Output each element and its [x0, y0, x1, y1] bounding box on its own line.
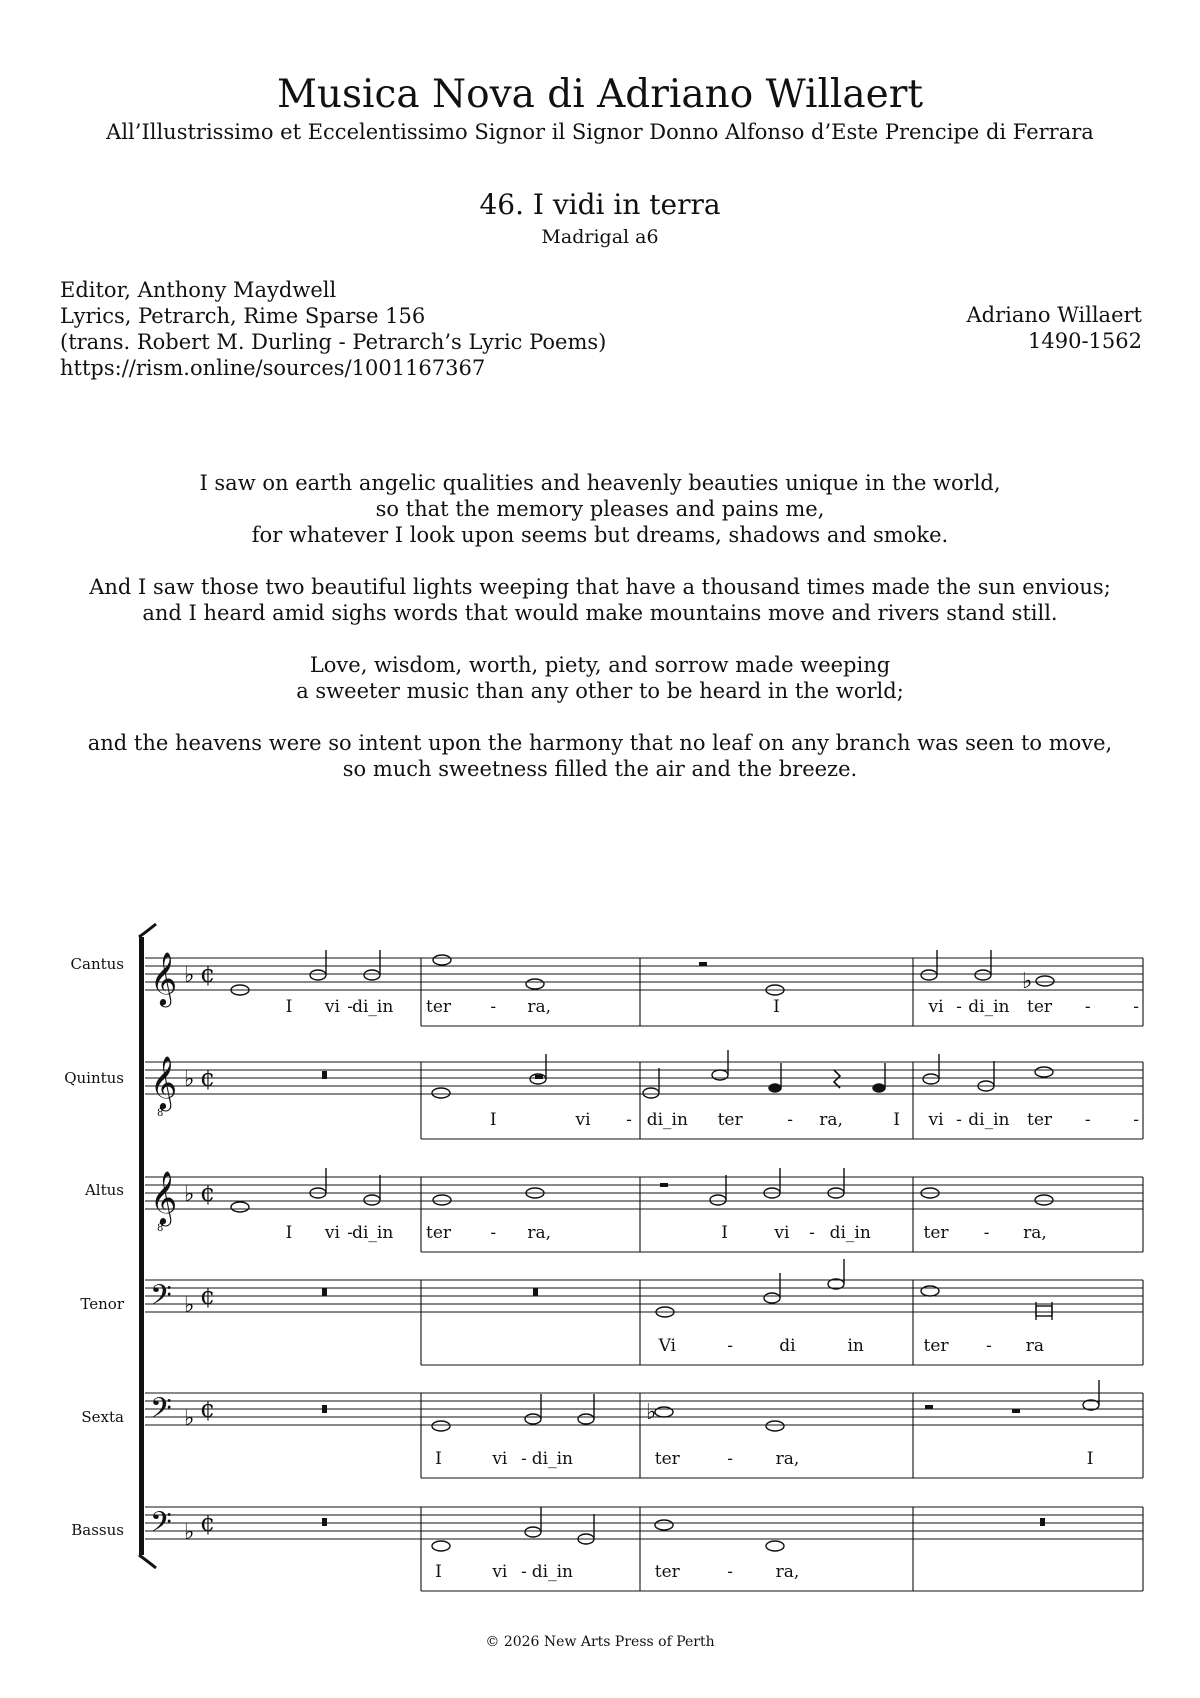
composer-dates: 1490-1562: [1028, 329, 1142, 353]
poem-line: And I saw those two beautiful lights weeping that have a thousand times made the sun envious;: [89, 575, 1111, 599]
lyric-syllable: -: [1133, 1110, 1139, 1130]
lyric-syllable: I: [285, 997, 293, 1017]
lyric-syllable: -: [1133, 997, 1139, 1017]
cut-time-icon: ¢: [200, 1179, 216, 1207]
lyric-syllable: -: [521, 1449, 527, 1469]
note: [766, 1421, 784, 1431]
lyric-syllable: di_in: [352, 1223, 394, 1243]
lyric-syllable: ter: [1026, 1110, 1053, 1130]
clef-icon: 𝄢: [150, 1279, 172, 1319]
poem-line: for whatever I look upon seems but dreams, shadows and smoke.: [251, 523, 949, 547]
lyric-syllable: -: [986, 1336, 992, 1356]
cut-time-icon: ¢: [200, 960, 216, 988]
lyric-syllable: I: [893, 1110, 900, 1130]
note: [364, 1195, 380, 1205]
lyric-syllable: -: [490, 1223, 497, 1243]
note: [231, 1202, 249, 1212]
lyric-syllable: -: [347, 1223, 354, 1243]
lyric-syllable: ter: [654, 1562, 680, 1582]
lyric-syllable: -: [626, 1110, 632, 1130]
lyric-syllable: ter: [923, 1223, 949, 1243]
lyric-syllable: ter: [717, 1110, 743, 1130]
lyric-syllable: ra: [1025, 1336, 1045, 1356]
lyric-syllable: I: [1086, 1449, 1094, 1469]
poem-line: I saw on earth angelic qualities and heavenly beauties unique in the world,: [199, 471, 1001, 495]
poem-line: and the heavens were so intent upon the harmony that no leaf on any branch was seen to move,: [87, 731, 1113, 755]
breve-note: [1036, 1306, 1052, 1316]
voice-label-cantus: Cantus: [70, 955, 124, 973]
lyric-syllable: -: [1084, 997, 1091, 1017]
translation-credit: (trans. Robert M. Durling - Petrarch’s Lyric Poems): [60, 330, 607, 354]
cut-time-icon: ¢: [200, 1395, 216, 1423]
note: [433, 955, 451, 965]
clef-icon: 𝄢: [150, 1392, 172, 1432]
lyric-syllable: ra,: [1023, 1223, 1047, 1243]
lyric-syllable: -: [727, 1449, 733, 1469]
lyric-syllable: Vi: [658, 1336, 677, 1356]
lyric-syllable: vi: [575, 1110, 591, 1130]
note: [364, 970, 380, 980]
staff-sexta: [145, 1392, 1143, 1478]
collection-title: Musica Nova di Adriano Willaert: [276, 72, 924, 117]
note: [1035, 1067, 1053, 1077]
lyric-syllable: -: [983, 1223, 990, 1243]
key-flat-icon: ♭: [184, 1293, 195, 1318]
lyric-syllable: -: [809, 1223, 815, 1243]
lyric-syllable: vi: [928, 997, 944, 1017]
svg-text:♭: ♭: [646, 1400, 657, 1425]
lyric-syllable: vi: [928, 1110, 944, 1130]
lyric-syllable: -: [347, 997, 354, 1017]
lyric-syllable: ter: [426, 997, 452, 1017]
lyric-syllable: I: [489, 1110, 497, 1130]
note: [1036, 976, 1054, 986]
key-flat-icon: ♭: [184, 1520, 195, 1545]
clef-icon: 𝄞: [150, 951, 178, 1005]
octave-mark-icon: 8: [157, 1223, 164, 1234]
lyric-syllable: ra,: [527, 997, 552, 1017]
cut-time-icon: ¢: [200, 1282, 216, 1310]
key-flat-icon: ♭: [184, 1182, 195, 1207]
lyric-syllable: I: [721, 1223, 728, 1243]
key-flat-icon: ♭: [184, 1406, 195, 1431]
note: [432, 1541, 450, 1551]
note: [310, 970, 326, 980]
lyric-syllable: ter: [654, 1449, 680, 1469]
clef-icon: 𝄞: [150, 1170, 178, 1224]
piece-subtitle: Madrigal a6: [541, 226, 659, 248]
lyric-syllable: di_in: [968, 1110, 1010, 1130]
lyric-syllable: vi: [774, 1223, 790, 1243]
voice-label-quintus: Quintus: [64, 1069, 124, 1087]
note: [766, 1541, 784, 1551]
svg-text:♭: ♭: [1022, 969, 1033, 994]
lyric-syllable: I: [435, 1562, 442, 1582]
note: [769, 1084, 781, 1092]
lyric-syllable: -: [956, 1110, 962, 1130]
lyric-syllable: ra,: [775, 1562, 800, 1582]
source-url[interactable]: https://rism.online/sources/1001167367: [60, 356, 486, 380]
lyric-syllable: di_in: [829, 1223, 871, 1243]
key-flat-icon: ♭: [184, 1067, 195, 1092]
note: [873, 1084, 885, 1092]
lyric-syllable: I: [285, 1223, 293, 1243]
piece-title: 46. I vidi in terra: [479, 188, 721, 221]
lyric-syllable: in: [847, 1336, 864, 1356]
lyric-syllable: vi: [492, 1449, 508, 1469]
clef-icon: 𝄞: [150, 1055, 178, 1109]
lyric-syllable: di_in: [531, 1449, 574, 1469]
note: [975, 970, 991, 980]
lyric-syllable: I: [435, 1449, 442, 1469]
note: [643, 1088, 659, 1098]
lyric-syllable: -: [956, 997, 962, 1017]
note: [923, 1074, 939, 1084]
editor-credit: Editor, Anthony Maydwell: [60, 278, 337, 302]
lyric-syllable: -: [727, 1562, 733, 1582]
voice-label-bassus: Bassus: [71, 1521, 124, 1539]
staff-altus: [145, 1170, 1143, 1252]
poem-line: so that the memory pleases and pains me,: [375, 497, 825, 521]
copyright: © 2026 New Arts Press of Perth: [485, 1634, 715, 1650]
lyric-syllable: -: [521, 1562, 527, 1582]
composer-name: Adriano Willaert: [966, 303, 1142, 327]
note: [710, 1195, 726, 1205]
note: [526, 979, 544, 989]
system-bracket: [139, 924, 156, 1568]
note: [432, 1421, 450, 1431]
lyric-syllable: vi: [324, 1223, 340, 1243]
lyric-syllable: vi: [492, 1562, 508, 1582]
lyric-syllable: I: [773, 997, 780, 1017]
lyric-syllable: -: [1084, 1110, 1091, 1130]
note: [578, 1414, 594, 1424]
voice-label-altus: Altus: [84, 1181, 124, 1199]
note: [921, 970, 937, 980]
staff-tenor: [145, 1279, 1143, 1365]
lyric-syllable: -: [490, 997, 497, 1017]
poem-line: so much sweetness filled the air and the breeze.: [342, 757, 858, 781]
rests: [322, 962, 1045, 1526]
note: [525, 1527, 541, 1537]
lyric-syllable: ter: [426, 1223, 452, 1243]
cut-time-icon: ¢: [200, 1064, 216, 1092]
poem-line: and I heard amid sighs words that would make mountains move and rivers stand still.: [142, 601, 1058, 625]
voice-label-tenor: Tenor: [80, 1295, 124, 1313]
lyric-syllable: ter: [923, 1336, 949, 1356]
poem-line: a sweeter music than any other to be heard in the world;: [296, 679, 904, 703]
note: [525, 1414, 541, 1424]
staff-bassus: [145, 1506, 1143, 1591]
note: [433, 1195, 451, 1205]
lyric-syllable: di_in: [531, 1562, 574, 1582]
lyric-syllable: -: [727, 1336, 733, 1356]
key-flat-icon: ♭: [184, 963, 195, 988]
lyric-syllable: ra,: [527, 1223, 552, 1243]
lyric-syllable: vi: [324, 997, 340, 1017]
lyrics-credit: Lyrics, Petrarch, Rime Sparse 156: [60, 304, 426, 328]
lyric-syllable: di_in: [352, 997, 394, 1017]
lyric-syllable: di_in: [646, 1110, 688, 1130]
note: [432, 1088, 450, 1098]
lyric-syllable: ter: [1026, 997, 1053, 1017]
voice-label-sexta: Sexta: [81, 1408, 124, 1426]
note: [1035, 1195, 1053, 1205]
lyric-syllable: di_in: [968, 997, 1010, 1017]
note: [764, 1293, 780, 1303]
octave-mark-icon: 8: [157, 1108, 164, 1119]
poem-line: Love, wisdom, worth, piety, and sorrow made weeping: [309, 653, 891, 677]
clef-icon: 𝄢: [150, 1506, 172, 1546]
cut-time-icon: ¢: [200, 1509, 216, 1537]
dedication: All’Illustrissimo et Eccelentissimo Signor il Signor Donno Alfonso d’Este Prencipe di Ferrara: [106, 120, 1094, 144]
lyric-syllable: ra,: [819, 1110, 843, 1130]
lyric-syllable: di: [779, 1336, 796, 1356]
lyric-syllable: ra,: [775, 1449, 800, 1469]
note: [655, 1520, 673, 1530]
lyric-syllable: -: [787, 1110, 794, 1130]
